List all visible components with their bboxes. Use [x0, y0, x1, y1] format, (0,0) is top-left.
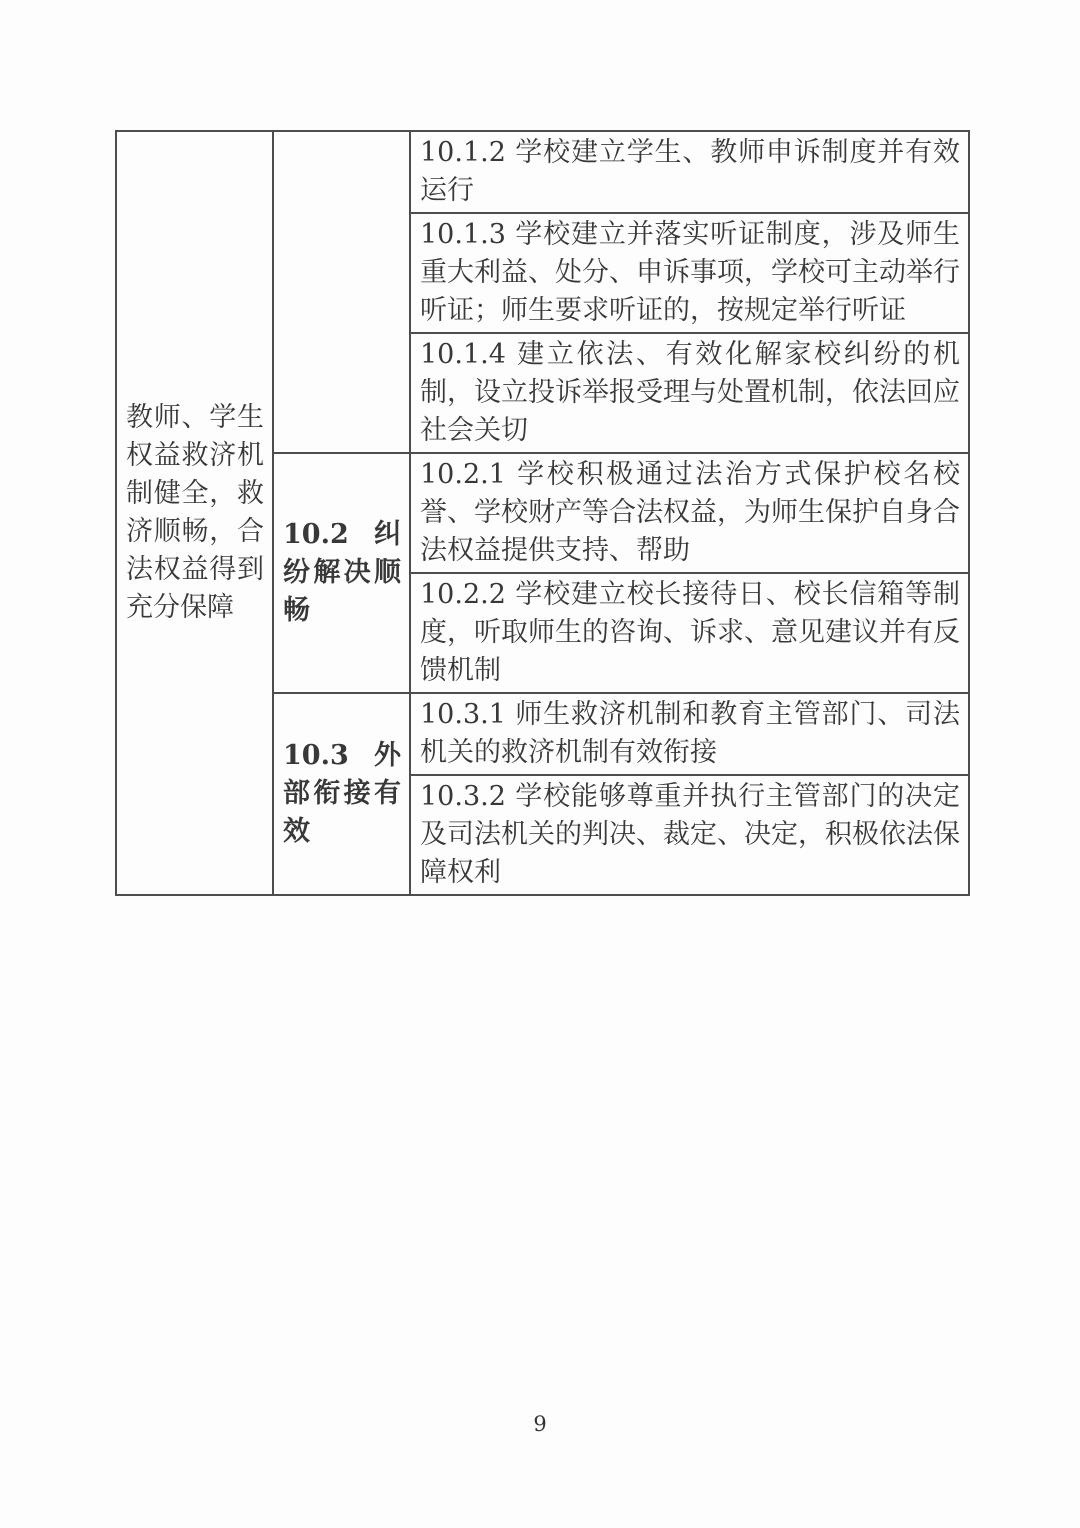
group-label-cell-10-3: 10.3 外部衔接有效 — [273, 693, 410, 895]
evaluation-table — [115, 130, 970, 896]
indicator-cell-10-2-2: 10.2.2 学校建立校长接待日、校长信箱等制度，听取师生的咨询、诉求、意见建议并有反馈机制 — [410, 573, 969, 693]
indicator-cell-10-1-4: 10.1.4 建立依法、有效化解家校纠纷的机制，设立投诉举报受理与处置机制，依法回应社会关切 — [410, 333, 969, 453]
indicator-cell-10-3-1: 10.3.1 师生救济机制和教育主管部门、司法机关的救济机制有效衔接 — [410, 693, 969, 775]
category-cell: 教师、学生权益救济机制健全，救济顺畅，合法权益得到充分保障 — [116, 131, 273, 895]
table-row — [116, 131, 969, 213]
indicator-cell-10-1-2: 10.1.2 学校建立学生、教师申诉制度并有效运行 — [410, 131, 969, 213]
indicator-cell-10-1-3: 10.1.3 学校建立并落实听证制度，涉及师生重大利益、处分、申诉事项，学校可主动举行听证；师生要求听证的，按规定举行听证 — [410, 213, 969, 333]
group-label-cell-empty — [273, 131, 410, 453]
indicator-cell-10-3-2: 10.3.2 学校能够尊重并执行主管部门的决定及司法机关的判决、裁定、决定，积极依法保障权利 — [410, 775, 969, 895]
indicator-cell-10-2-1: 10.2.1 学校积极通过法治方式保护校名校誉、学校财产等合法权益，为师生保护自身合法权益提供支持、帮助 — [410, 453, 969, 573]
group-label-cell-10-2: 10.2 纠纷解决顺畅 — [273, 453, 410, 693]
page-number: 9 — [533, 1412, 547, 1436]
